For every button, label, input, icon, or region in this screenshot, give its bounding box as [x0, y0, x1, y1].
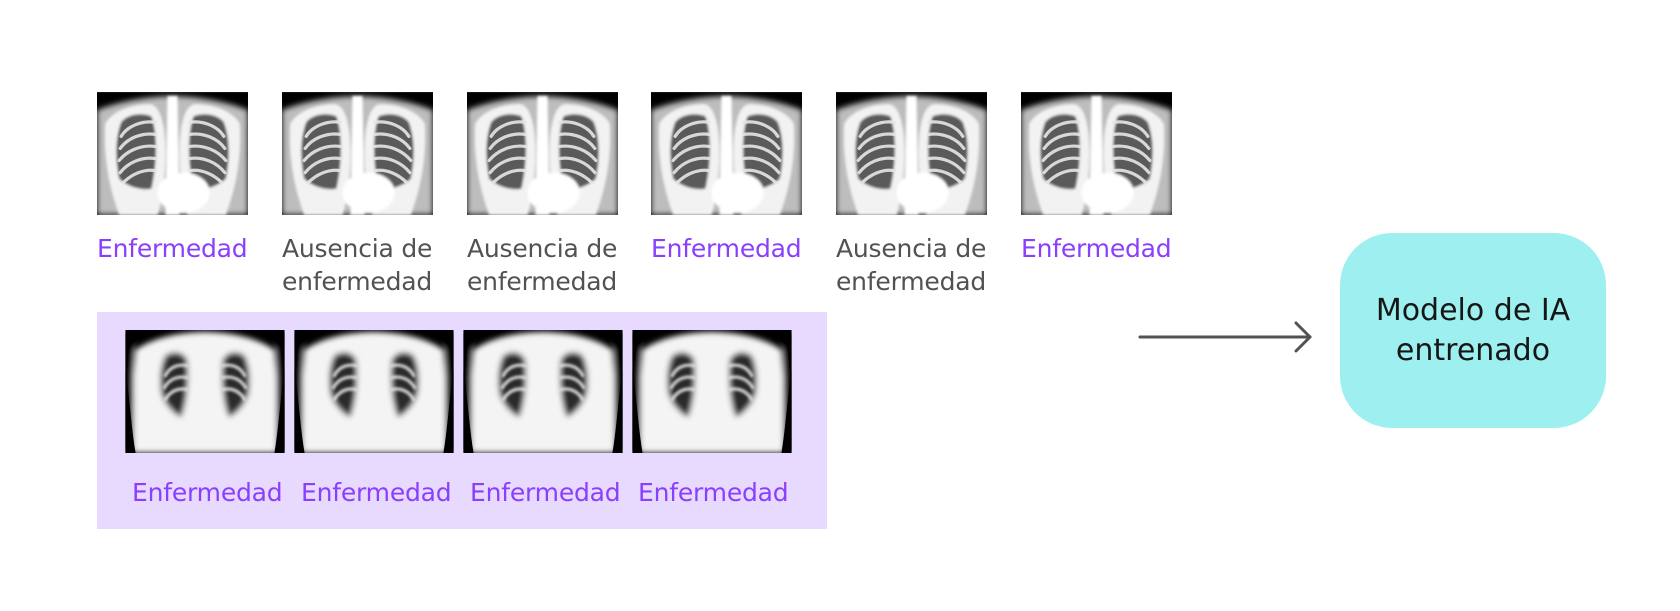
trained-model-label: Modelo de IA entrenado [1375, 292, 1571, 368]
sample-label-2: Ausencia de enfermedad [282, 234, 433, 296]
sample-label-1: Enfermedad [97, 234, 248, 263]
augmented-label-2: Enfermedad [301, 478, 452, 507]
augmented-label-3: Enfermedad [470, 478, 621, 507]
right-arrow-icon [1138, 320, 1314, 354]
sample-label-4: Enfermedad [651, 234, 802, 263]
augmented-xray-image-2 [294, 330, 454, 453]
augmented-xray-image-4 [632, 330, 792, 453]
sample-label-3: Ausencia de enfermedad [467, 234, 618, 296]
chest-xray-image-4 [651, 92, 802, 215]
chest-xray-image-3 [467, 92, 618, 215]
augmented-label-4: Enfermedad [638, 478, 789, 507]
sample-label-6: Enfermedad [1021, 234, 1172, 263]
sample-label-5: Ausencia de enfermedad [836, 234, 987, 296]
augmented-xray-image-1 [125, 330, 285, 453]
chest-xray-image-6 [1021, 92, 1172, 215]
chest-xray-image-5 [836, 92, 987, 215]
trained-model-box [1340, 233, 1606, 428]
augmented-xray-image-3 [463, 330, 623, 453]
chest-xray-image-1 [97, 92, 248, 215]
augmented-label-1: Enfermedad [132, 478, 283, 507]
chest-xray-image-2 [282, 92, 433, 215]
